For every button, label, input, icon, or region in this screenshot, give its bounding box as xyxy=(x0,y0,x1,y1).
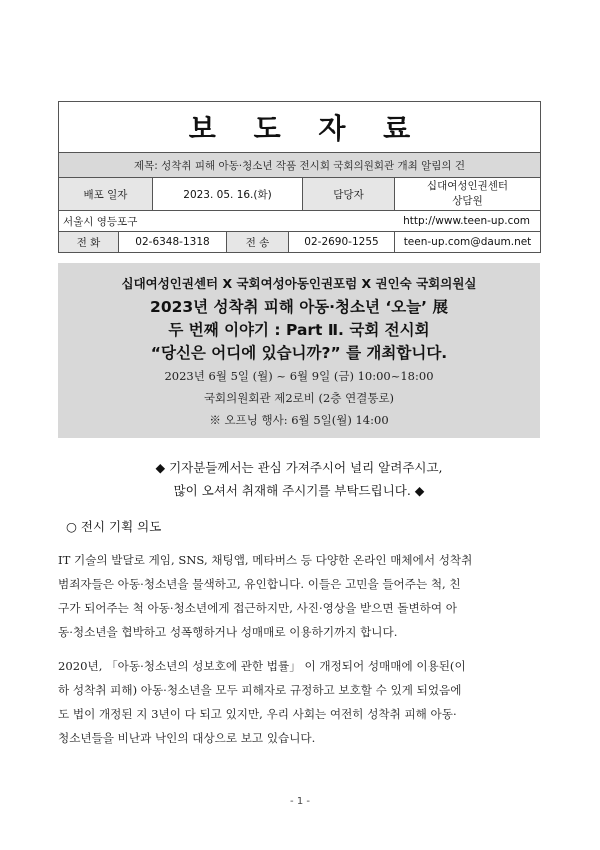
opening-event: ※ 오프닝 행사: 6월 5일(월) 14:00 xyxy=(209,413,389,427)
contact-org: 십대여성인권센터 xyxy=(426,180,509,192)
paragraph-line: 청소년들을 비난과 낙인의 대상으로 보고 있습니다. xyxy=(58,731,316,745)
press-header-table xyxy=(58,101,541,253)
page-number: - 1 - xyxy=(290,796,310,807)
paragraph-line: 2020년, 「아동·청소년의 성보호에 관한 법률」 이 개정되어 성매매에 이용된(이 xyxy=(58,659,466,673)
distribution-date: 2023. 05. 16.(화) xyxy=(153,178,303,210)
event-date: 2023년 6월 5일 (월) ~ 6월 9일 (금) 10:00~18:00 xyxy=(164,369,434,383)
document-title: 보 도 자 료 xyxy=(59,102,540,153)
subject-line: 제목: 성착취 피해 아동·청소년 작품 전시회 국회의원회관 개최 알림의 건 xyxy=(59,153,540,178)
contact-person xyxy=(395,178,540,210)
paragraph-line: 구가 되어주는 척 아동·청소년에게 접근하지만, 사진·영상을 받으면 돌변하여 아 xyxy=(58,601,457,615)
request-line-1: ◆ 기자분들께서는 관심 가져주시어 널리 알려주시고, xyxy=(155,460,443,475)
event-place: 국회의원회관 제2로비 (2층 연결통로) xyxy=(203,391,395,405)
headline-line-2: 두 번째 이야기 : Part Ⅱ. 국회 전시회 xyxy=(168,321,430,339)
distribution-date-label: 배포 일자 xyxy=(59,178,153,210)
fax-label: 전 송 xyxy=(227,232,289,252)
paragraph-line: 범죄자들은 아동·청소년을 물색하고, 유인합니다. 이들은 고민을 들어주는 척, 친 xyxy=(58,577,461,591)
email-address[interactable]: teen-up.com@daum.net xyxy=(403,236,532,248)
organizers: 십대여성인권센터 X 국회여성아동인권포럼 X 권인숙 국회의원실 xyxy=(121,276,477,291)
headline-line-3: “당신은 어디에 있습니까?” 를 개최합니다. xyxy=(150,344,448,362)
event-summary-box xyxy=(58,263,540,438)
paragraph-line: 도 법이 개정된 지 3년이 다 되고 있지만, 우리 사회는 여전히 성착취 피해 아동· xyxy=(58,707,457,721)
address-row xyxy=(59,211,540,232)
paragraph-line: IT 기술의 발달로 게임, SNS, 채팅앱, 메타버스 등 다양한 온라인 매체에서 성착취 xyxy=(58,553,473,567)
phone-number: 02-6348-1318 xyxy=(119,232,227,252)
contact-label: 담당자 xyxy=(303,178,395,210)
section-heading: ○ 전시 기획 의도 xyxy=(66,519,162,534)
request-line-2: 많이 오셔서 취재해 주시기를 부탁드립니다. ◆ xyxy=(173,483,425,498)
paragraph-1 xyxy=(58,548,541,644)
phone-row xyxy=(59,232,540,252)
contact-role: 상담원 xyxy=(452,195,483,207)
website-link[interactable]: http://www.teen-up.com xyxy=(403,215,530,227)
paragraph-line: 하 성착취 피해) 아동·청소년을 모두 피해자로 규정하고 보호할 수 있게 되었음에 xyxy=(58,683,462,697)
headline-line-1: 2023년 성착취 피해 아동·청소년 ‘오늘’ 展 xyxy=(150,298,448,316)
distribution-row xyxy=(59,178,540,211)
paragraph-line: 동·청소년을 협박하고 성폭행하거나 성매매로 이용하기까지 합니다. xyxy=(58,625,398,639)
phone-label: 전 화 xyxy=(59,232,119,252)
fax-number: 02-2690-1255 xyxy=(289,232,395,252)
address: 서울시 영등포구 xyxy=(63,215,138,228)
paragraph-2 xyxy=(58,654,541,750)
